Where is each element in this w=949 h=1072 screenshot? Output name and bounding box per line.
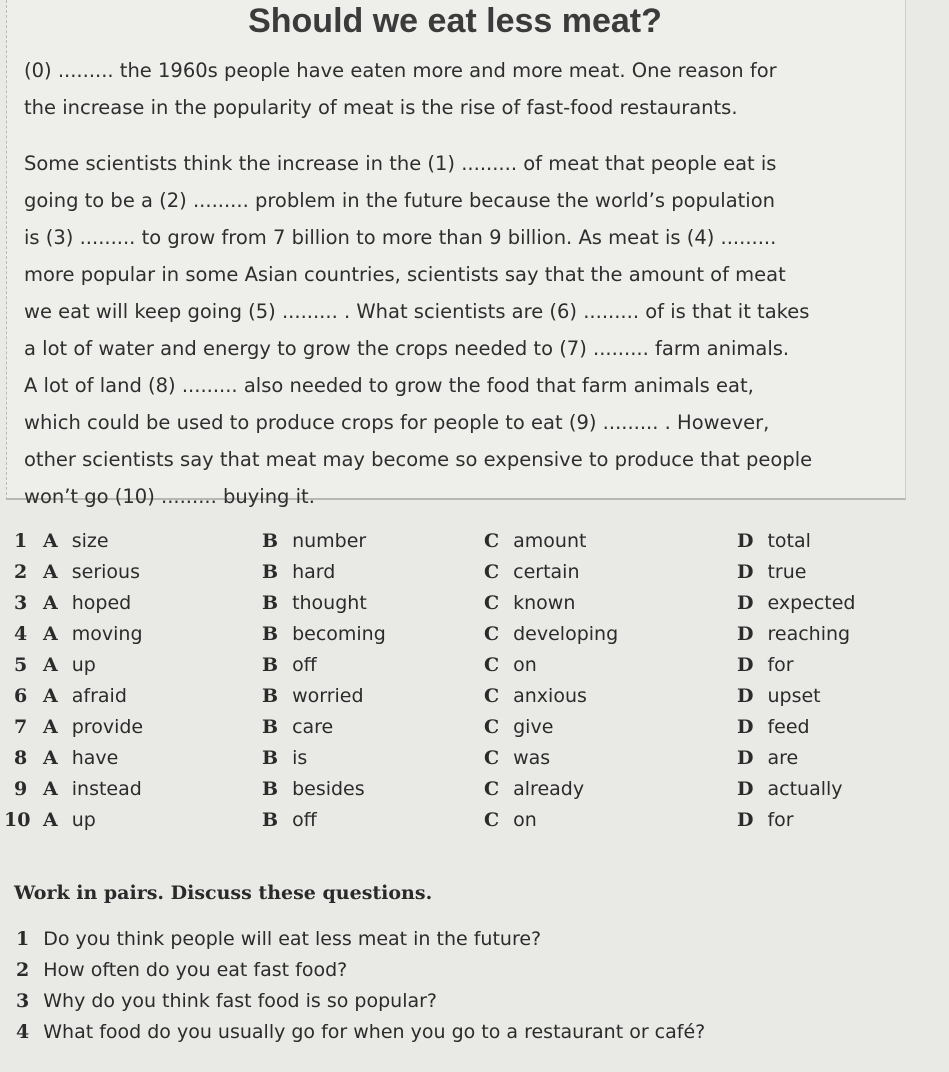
- discussion-question: 4 What food do you usually go for when you go to a restaurant or café?: [16, 1021, 706, 1043]
- passage-line: going to be a (2) ......... problem in the future because the world’s population: [24, 189, 776, 212]
- passage-line: (0) ......... the 1960s people have eaten more and more meat. One reason for: [24, 59, 777, 82]
- option-a: A instead: [43, 778, 142, 800]
- option-c: C on: [484, 654, 537, 676]
- page-title: Should we eat less meat?: [248, 2, 662, 40]
- option-d: D reaching: [737, 623, 851, 645]
- option-b: B worried: [262, 685, 364, 707]
- option-row: [0, 778, 949, 809]
- passage-line: the increase in the popularity of meat is the rise of fast-food restaurants.: [24, 96, 738, 119]
- passage-line: Some scientists think the increase in the (1) ......... of meat that people eat is: [24, 152, 777, 175]
- option-a: A hoped: [43, 592, 132, 614]
- option-a: A have: [43, 747, 119, 769]
- passage-line: which could be used to produce crops for people to eat (9) ......... . However,: [24, 411, 770, 434]
- discussion-question: 2 How often do you eat fast food?: [16, 959, 348, 981]
- option-d: D are: [737, 747, 799, 769]
- question-number: 8: [14, 747, 28, 769]
- option-c: C already: [484, 778, 585, 800]
- question-number: 5: [14, 654, 28, 676]
- option-b: B becoming: [262, 623, 386, 645]
- option-a: A provide: [43, 716, 144, 738]
- passage-line: is (3) ......... to grow from 7 billion to more than 9 billion. As meat is (4) .........: [24, 226, 777, 249]
- option-d: D upset: [737, 685, 821, 707]
- question-number: 9: [14, 778, 28, 800]
- option-row: [0, 747, 949, 778]
- option-a: A serious: [43, 561, 140, 583]
- option-row: [0, 530, 949, 561]
- option-b: B care: [262, 716, 334, 738]
- option-a: A up: [43, 809, 96, 831]
- option-row: [0, 623, 949, 654]
- passage-line: other scientists say that meat may become so expensive to produce that people: [24, 448, 813, 471]
- option-d: D feed: [737, 716, 810, 738]
- option-b: B number: [262, 530, 367, 552]
- option-c: C anxious: [484, 685, 587, 707]
- passage-line: more popular in some Asian countries, scientists say that the amount of meat: [24, 263, 786, 286]
- option-a: A afraid: [43, 685, 127, 707]
- option-row: [0, 592, 949, 623]
- option-b: B off: [262, 654, 317, 676]
- passage-line: we eat will keep going (5) ......... . What scientists are (6) ......... of is that it takes: [24, 300, 810, 323]
- question-number: 3: [14, 592, 28, 614]
- option-c: C give: [484, 716, 554, 738]
- option-b: B thought: [262, 592, 367, 614]
- question-number: 1: [14, 530, 28, 552]
- question-number: 10: [4, 809, 31, 831]
- question-number: 4: [14, 623, 28, 645]
- passage-line: A lot of land (8) ......... also needed to grow the food that farm animals eat,: [24, 374, 754, 397]
- option-row: [0, 654, 949, 685]
- option-a: A size: [43, 530, 109, 552]
- option-b: B off: [262, 809, 317, 831]
- option-a: A moving: [43, 623, 143, 645]
- option-d: D for: [737, 809, 794, 831]
- option-d: D total: [737, 530, 811, 552]
- question-number: 6: [14, 685, 28, 707]
- discussion-heading: Work in pairs. Discuss these questions.: [14, 882, 433, 904]
- option-b: B besides: [262, 778, 365, 800]
- option-d: D expected: [737, 592, 856, 614]
- discussion-question: 1 Do you think people will eat less meat in the future?: [16, 928, 542, 950]
- option-c: C known: [484, 592, 576, 614]
- passage-paragraph-2: [24, 145, 812, 515]
- option-c: C was: [484, 747, 551, 769]
- passage-paragraph-1: [24, 52, 777, 126]
- option-c: C on: [484, 809, 537, 831]
- option-c: C amount: [484, 530, 587, 552]
- option-c: C certain: [484, 561, 580, 583]
- option-row: [0, 685, 949, 716]
- option-row: [0, 561, 949, 592]
- option-d: D for: [737, 654, 794, 676]
- option-row: [0, 809, 949, 840]
- option-c: C developing: [484, 623, 619, 645]
- option-a: A up: [43, 654, 96, 676]
- discussion-question: 3 Why do you think fast food is so popular?: [16, 990, 438, 1012]
- passage-line: won’t go (10) ......... buying it.: [24, 485, 315, 508]
- option-b: B is: [262, 747, 308, 769]
- question-number: 2: [14, 561, 28, 583]
- question-number: 7: [14, 716, 28, 738]
- answer-options: [0, 530, 949, 840]
- option-d: D actually: [737, 778, 843, 800]
- option-row: [0, 716, 949, 747]
- option-b: B hard: [262, 561, 336, 583]
- option-d: D true: [737, 561, 807, 583]
- passage-line: a lot of water and energy to grow the crops needed to (7) ......... farm animals.: [24, 337, 790, 360]
